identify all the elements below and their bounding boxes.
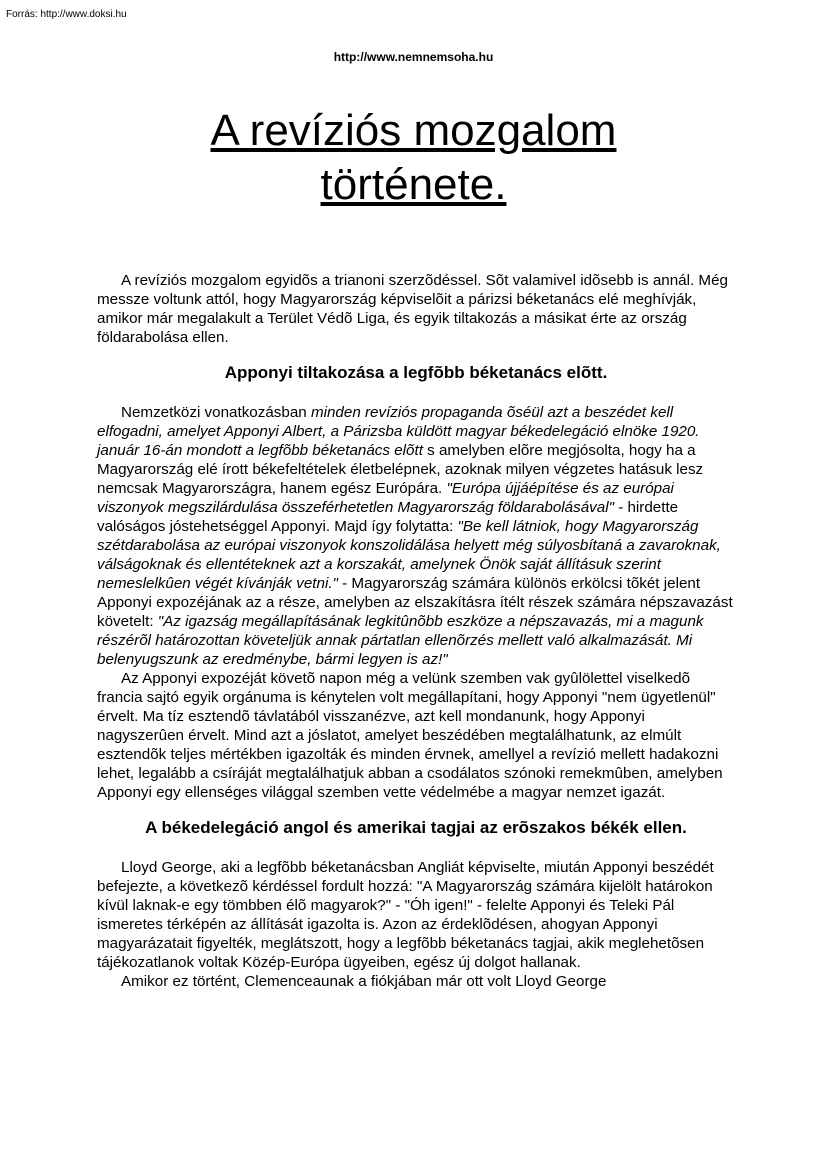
section-1-paragraph-2: Az Apponyi expozéját követõ napon még a velünk szemben vak gyûlölettel viselkedõ francia sajtó egyik orgánuma is kénytelen volt megállapítani, hogy Apponyi "nem ügyetlenül" érvelt. Ma tíz esztendõ távlatából visszanézve, azt kell mondanunk, hogy Apponyi nagyszerûen érvelt. Mind azt a jóslatot, amelyet beszédében megtalálhatunk, az elmúlt esztendõk teljes mértékben igazolták és minden érvnek, amellyel a revízió mellett hadakozni lehet, legalább a csíráját megtalálhatjuk abban a csodálatos szónoki remekmûben, amelyben Apponyi egy ellenséges világgal szemben vette védelmébe a magyar nemzet igazát.: [97, 670, 723, 801]
section-2-paragraph-1: Lloyd George, aki a legfõbb béketanácsban Angliát képviselte, miután Apponyi beszédét befejezte, a következõ kérdéssel fordult hozzá: "A Magyarország számára kijelölt határokon kívül laknak-e egy tömbben élõ magyarok?" - "Óh igen!" - felelte Apponyi és Teleki Pál ismeretes térképén az állítását igazolta is. Azon az érdeklõdésen, ahogyan Apponyi magyarázatait figyelték, meglátszott, hogy a legfõbb béketanács tagjai, akik meglehetõsen tájékozatlanok voltak Közép-Európa ügyeiben, egész új dolgot hallanak.: [97, 859, 714, 971]
text-run: - Magyarország számára különös erkölcsi tõkét jelent Apponyi expozéjának az a része, amelyben az elszakításra ítélt részek számára népszavazást követelt:: [97, 575, 733, 630]
italic-quote: "Európa újjáépítése és az európai viszonyok megszilárdulása összeférhetetlen Magyarország földarabolásával": [97, 480, 674, 516]
italic-quote: "Az igazság megállapításának legkitûnõbb eszköze a népszavazás, mi a magunk részérõl határozottan követeljük annak pártatlan ellenõrzés mellett való alkalmazását. Mi belenyugszunk az eredménybe, bármi legyen is az!": [97, 613, 704, 668]
intro-paragraph: A revíziós mozgalom egyidõs a trianoni szerzõdéssel. Sõt valamivel idõsebb is annál. Még messze voltunk attól, hogy Magyarország képviselõit a párizsi béketanács elé meghívják, amikor már megalakult a Terület Védõ Liga, és egyik tiltakozás a másikat érte az ország földarabolása ellen.: [97, 272, 728, 346]
section-2-heading: A békedelegáció angol és amerikai tagjai az erõszakos békék ellen.: [145, 818, 687, 837]
title-line-1: A revíziós mozgalom: [210, 106, 617, 155]
text-run: Nemzetközi vonatkozásban: [121, 404, 311, 421]
italic-quote: "Be kell látniok, hogy Magyarország szétdarabolása az európai viszonyok konszolidálása helyett még súlyosbítaná a zavaroknak, válságoknak és ellentéteknek azt a korszakát, amelynek Önök saját állításuk szerint nemeslelkûen végét kívánják vetni.": [97, 518, 721, 592]
section-1-heading: Apponyi tiltakozása a legfõbb béketanács elõtt.: [224, 363, 608, 382]
title-line-2: története.: [320, 160, 507, 209]
text-run: s amelyben elõre megjósolta, hogy ha a Magyarország elé írott békefeltételek életbelépnek, azoknak milyen végzetes hatásuk lesz nemcsak Magyarországra, hanem egész Európára.: [97, 442, 704, 497]
section-2-paragraph-2: Amikor ez történt, Clemenceaunak a fiókjában már ott volt Lloyd George: [121, 973, 607, 990]
section-1-paragraph-1: [97, 403, 735, 669]
site-url[interactable]: http://www.nemnemsoha.hu: [333, 50, 494, 64]
italic-run: minden revíziós propaganda õséül azt a beszédet kell elfogadni, amelyet Apponyi Albert, a Párizsba küldött magyar békedelegáció elnöke 1920. január 16-án mondott a legfõbb béketanács elõtt: [97, 404, 700, 459]
document-title: [0, 104, 827, 212]
document-body: [97, 271, 735, 991]
text-run: - hirdette valóságos jóstehetséggel Apponyi. Majd így folytatta:: [97, 499, 679, 535]
source-note: Forrás: http://www.doksi.hu: [6, 9, 127, 20]
